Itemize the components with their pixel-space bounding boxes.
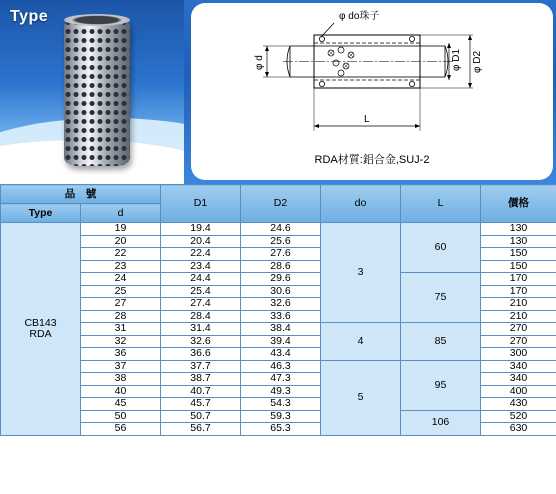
header-D2: D2 (241, 185, 321, 223)
cell-D1: 20.4 (161, 235, 241, 248)
ball-cage-photo (64, 18, 130, 166)
ball (409, 81, 414, 86)
material-text: RDA材質:鋁合金,SUJ-2 (314, 154, 430, 166)
cell-d: 56 (81, 423, 161, 436)
cell-D2: 28.6 (241, 260, 321, 273)
cell-D1: 45.7 (161, 398, 241, 411)
cell-L: 95 (401, 360, 481, 410)
cell-D2: 54.3 (241, 398, 321, 411)
cell-D2: 30.6 (241, 285, 321, 298)
cell-L: 106 (401, 410, 481, 435)
header-D1: D1 (161, 185, 241, 223)
cell-D2: 43.4 (241, 348, 321, 361)
cell-price: 270 (481, 335, 556, 348)
cell-d: 22 (81, 248, 161, 261)
cell-D1: 31.4 (161, 323, 241, 336)
cell-price: 150 (481, 260, 556, 273)
cell-price: 130 (481, 223, 556, 236)
cell-price: 300 (481, 348, 556, 361)
cell-D2: 29.6 (241, 273, 321, 286)
cell-D1: 28.4 (161, 310, 241, 323)
cell-D1: 27.4 (161, 298, 241, 311)
label-D1: φ D1 (451, 48, 462, 71)
type-value-cell (1, 223, 81, 436)
cell-D2: 32.6 (241, 298, 321, 311)
cell-D1: 22.4 (161, 248, 241, 261)
label-L: L (364, 114, 370, 125)
cell-do: 3 (321, 223, 401, 323)
cell-L: 85 (401, 323, 481, 361)
cell-d: 36 (81, 348, 161, 361)
cell-L: 60 (401, 223, 481, 273)
cell-D1: 50.7 (161, 410, 241, 423)
cell-d: 50 (81, 410, 161, 423)
table-row (1, 223, 556, 236)
cell-D1: 32.6 (161, 335, 241, 348)
cell-price: 630 (481, 423, 556, 436)
cell-D2: 65.3 (241, 423, 321, 436)
cage-top-rim (64, 14, 130, 26)
cell-D2: 47.3 (241, 373, 321, 386)
header-price: 價格 (481, 185, 556, 223)
cell-d: 40 (81, 385, 161, 398)
cell-d: 23 (81, 260, 161, 273)
cell-d: 24 (81, 273, 161, 286)
cell-d: 31 (81, 323, 161, 336)
cell-d: 27 (81, 298, 161, 311)
cell-d: 37 (81, 360, 161, 373)
cell-D1: 24.4 (161, 273, 241, 286)
cell-D2: 49.3 (241, 385, 321, 398)
cell-D1: 23.4 (161, 260, 241, 273)
cell-D2: 27.6 (241, 248, 321, 261)
cell-d: 28 (81, 310, 161, 323)
cell-d: 25 (81, 285, 161, 298)
label-do: φ do珠子 (339, 11, 380, 22)
cell-L: 75 (401, 273, 481, 323)
cell-D1: 19.4 (161, 223, 241, 236)
technical-drawing-panel (191, 3, 553, 180)
cell-D2: 24.6 (241, 223, 321, 236)
table-row (1, 410, 556, 423)
table-row (1, 273, 556, 286)
cell-price: 170 (481, 273, 556, 286)
label-D2: φ D2 (472, 50, 483, 73)
cell-do: 4 (321, 323, 401, 361)
cell-d: 19 (81, 223, 161, 236)
cell-price: 170 (481, 285, 556, 298)
product-banner (0, 0, 556, 184)
cell-price: 340 (481, 360, 556, 373)
cell-D2: 59.3 (241, 410, 321, 423)
table-row (1, 360, 556, 373)
cell-price: 270 (481, 323, 556, 336)
cell-do: 5 (321, 360, 401, 435)
cell-price: 400 (481, 385, 556, 398)
header-type: Type (1, 204, 81, 223)
cell-price: 130 (481, 235, 556, 248)
cell-D1: 37.7 (161, 360, 241, 373)
cell-D2: 33.6 (241, 310, 321, 323)
cell-price: 210 (481, 310, 556, 323)
cell-D1: 56.7 (161, 423, 241, 436)
table-row (1, 323, 556, 336)
ball (319, 36, 324, 41)
cell-D2: 46.3 (241, 360, 321, 373)
header-product-number: 品 號 (1, 185, 161, 204)
ball (409, 36, 414, 41)
type-badge: Type (10, 8, 49, 25)
cell-price: 430 (481, 398, 556, 411)
cell-D1: 25.4 (161, 285, 241, 298)
cell-d: 32 (81, 335, 161, 348)
header-L: L (401, 185, 481, 223)
cell-D1: 36.6 (161, 348, 241, 361)
label-d: φ d (254, 55, 265, 70)
cell-d: 20 (81, 235, 161, 248)
header-do: do (321, 185, 401, 223)
cell-price: 150 (481, 248, 556, 261)
cell-D2: 39.4 (241, 335, 321, 348)
type-value-line1: CB143 (24, 316, 57, 329)
cell-d: 38 (81, 373, 161, 386)
ball (319, 81, 324, 86)
type-value-line2: RDA (29, 327, 52, 340)
cell-D2: 25.6 (241, 235, 321, 248)
cell-D1: 40.7 (161, 385, 241, 398)
cell-D2: 38.4 (241, 323, 321, 336)
cell-price: 340 (481, 373, 556, 386)
spec-table (0, 184, 556, 436)
product-photo-panel (0, 0, 184, 184)
cell-price: 210 (481, 298, 556, 311)
cell-price: 520 (481, 410, 556, 423)
cell-D1: 38.7 (161, 373, 241, 386)
cell-d: 45 (81, 398, 161, 411)
header-d: d (81, 204, 161, 223)
